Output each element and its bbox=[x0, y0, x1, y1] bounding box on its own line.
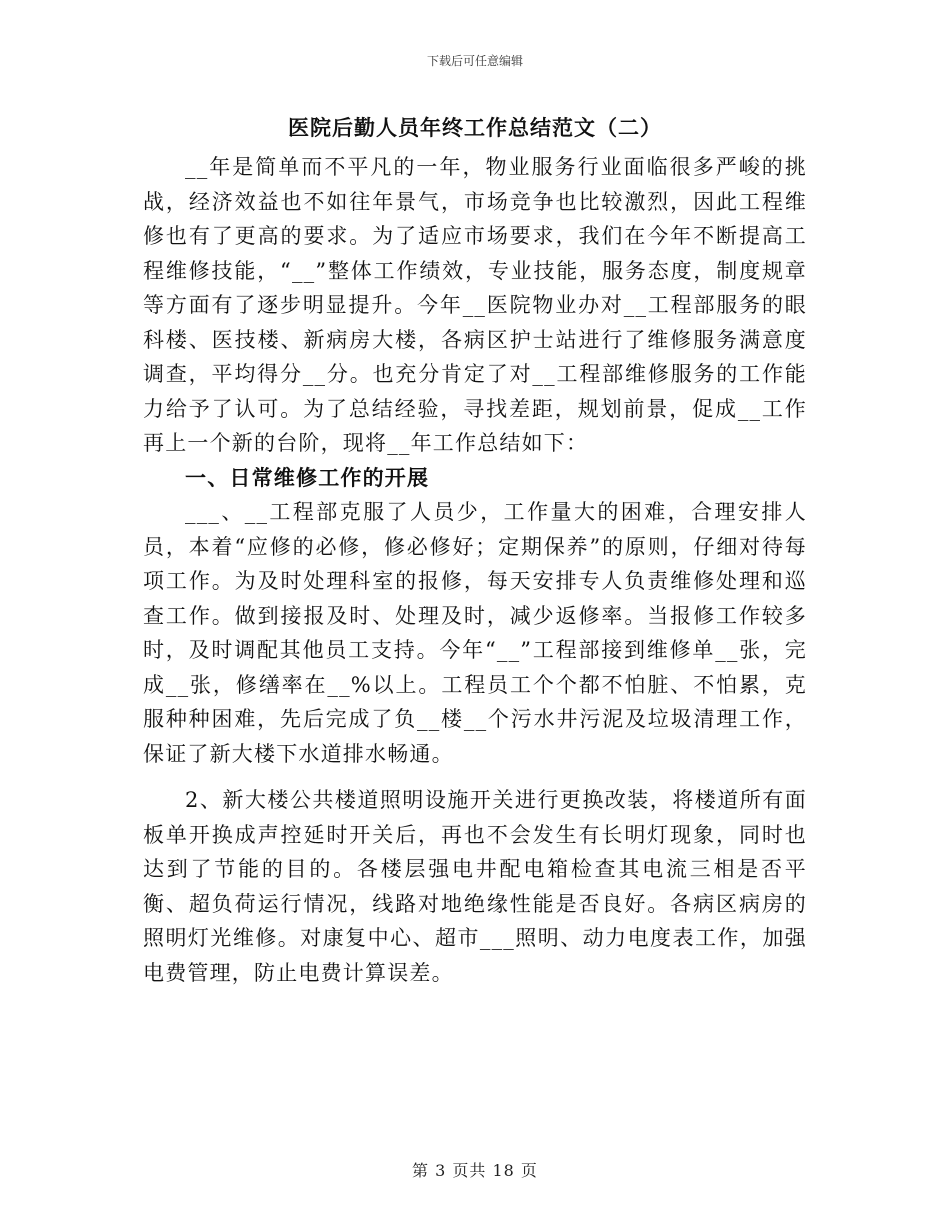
intro-paragraph: __年是简单而不平凡的一年，物业服务行业面临很多严峻的挑战，经济效益也不如往年景气，市场竞争也比较激烈，因此工程维修也有了更高的要求。为了适应市场要求，我们在今年不断提高工程维修技能，“__”整体工作绩效，专业技能，服务态度，制度规章等方面有了逐步明显提升。今年__医院物业办对__工程部服务的眼科楼、医技楼、新病房大楼，各病区护士站进行了维修服务满意度调查，平均得分__分。也充分肯定了对__工程部维修服务的工作能力给予了认可。为了总结经验，寻找差距，规划前景，促成__工作再上一个新的台阶，现将__年工作总结如下： bbox=[143, 155, 807, 455]
page-header-note: 下载后可任意编辑 bbox=[426, 54, 523, 68]
section-paragraph-2: 2、新大楼公共楼道照明设施开关进行更换改装，将楼道所有面板单开换成声控延时开关后，再也不会发生有长明灯现象，同时也达到了节能的目的。各楼层强电井配电箱检查其电流三相是否平衡、超负荷运行情况，线路对地绝缘性能是否良好。各病区病房的照明灯光维修。对康复中心、超市___照明、动力电度表工作，加强电费管理，防止电费计算误差。 bbox=[143, 788, 807, 985]
page-number: 第 3 页共 18 页 bbox=[412, 1161, 538, 1180]
section-heading: 一、日常维修工作的开展 bbox=[185, 464, 430, 490]
document-title: 医院后勤人员年终工作总结范文（二） bbox=[288, 115, 662, 140]
document-body bbox=[143, 150, 807, 990]
section-paragraph-1: ___、__工程部克服了人员少，工作量大的困难，合理安排人员，本着“应修的必修，修必修好；定期保养”的原则，仔细对待每项工作。为及时处理科室的报修，每天安排专人负责维修处理和巡查工作。做到接报及时、处理及时，减少返修率。当报修工作较多时，及时调配其他员工支持。今年“__”工程部接到维修单__张，完成__张，修缮率在__%以上。工程员工个个都不怕脏、不怕累，克服种种困难，先后完成了负__楼__个污水井污泥及垃圾清理工作，保证了新大楼下水道排水畅通。 bbox=[143, 500, 807, 766]
